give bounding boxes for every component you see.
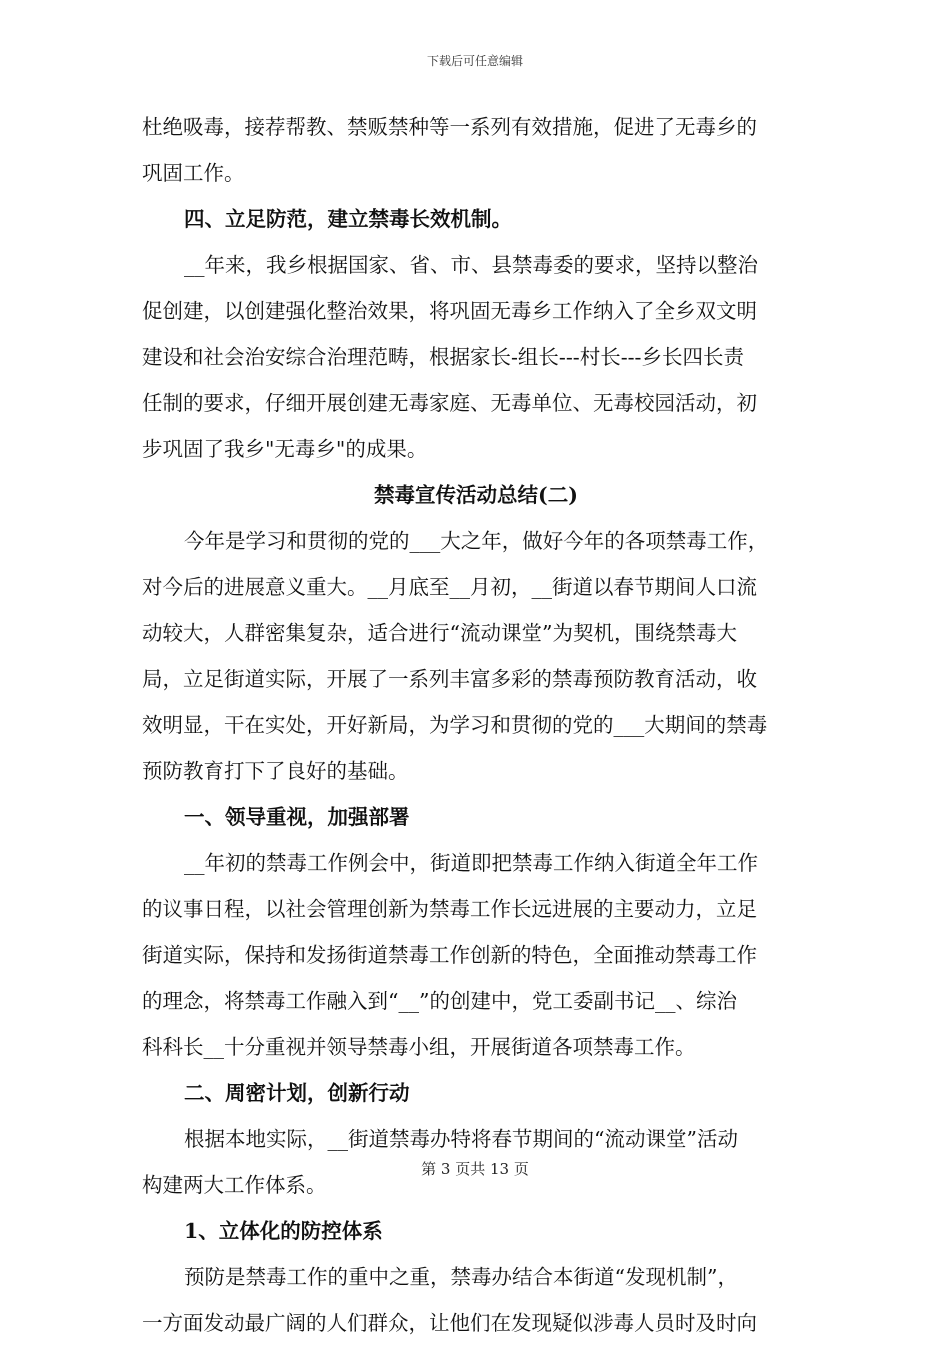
text-line: 步巩固了我乡"无毒乡"的成果。 [142, 437, 428, 461]
text-line: 今年是学习和贯彻的党的___大之年，做好今年的各项禁毒工作， [184, 529, 769, 553]
section-title: 禁毒宣传活动总结(二) [374, 483, 578, 507]
text-line: 预防教育打下了良好的基础。 [142, 759, 409, 783]
text-line: 对今后的进展意义重大。__月底至__月初，__街道以春节期间人口流 [142, 575, 757, 599]
text-line: __年初的禁毒工作例会中，街道即把禁毒工作纳入街道全年工作 [184, 851, 758, 875]
text-line: 巩固工作。 [142, 161, 245, 185]
text-line: 根据本地实际，__街道禁毒办特将春节期间的“流动课堂”活动 [184, 1127, 738, 1151]
text-line: 动较大，人群密集复杂，适合进行“流动课堂”为契机，围绕禁毒大 [142, 621, 737, 645]
text-line: 预防是禁毒工作的重中之重，禁毒办结合本街道“发现机制”， [184, 1265, 738, 1289]
text-line: 效明显，干在实处，开好新局，为学习和贯彻的党的___大期间的禁毒 [142, 713, 768, 737]
text-line: __年来，我乡根据国家、省、市、县禁毒委的要求，坚持以整治 [184, 253, 758, 277]
section-heading: 四、立足防范，建立禁毒长效机制。 [184, 207, 512, 231]
text-line: 局，立足街道实际，开展了一系列丰富多彩的禁毒预防教育活动，收 [142, 667, 757, 691]
section-heading: 1、立体化的防控体系 [184, 1219, 383, 1243]
section-heading: 二、周密计划，创新行动 [184, 1081, 410, 1105]
section-heading: 一、领导重视，加强部署 [184, 805, 410, 829]
text-line: 的理念，将禁毒工作融入到“__”的创建中，党工委副书记__、综治 [142, 989, 737, 1013]
text-line: 构建两大工作体系。 [142, 1173, 327, 1197]
page-header: 下载后可任意编辑 [426, 54, 523, 68]
text-line: 一方面发动最广阔的人们群众，让他们在发现疑似涉毒人员时及时向 [142, 1311, 757, 1335]
page-footer: 第 3 页共 13 页 [421, 1160, 529, 1178]
text-line: 任制的要求，仔细开展创建无毒家庭、无毒单位、无毒校园活动，初 [142, 391, 757, 415]
text-line: 杜绝吸毒，接荐帮教、禁贩禁种等一系列有效措施，促进了无毒乡的 [142, 115, 757, 139]
text-line: 建设和社会治安综合治理范畴，根据家长-组长---村长---乡长四长责 [142, 345, 744, 369]
text-line: 街道实际，保持和发扬街道禁毒工作创新的特色，全面推动禁毒工作 [142, 943, 757, 967]
text-line: 科科长__十分重视并领导禁毒小组，开展街道各项禁毒工作。 [142, 1035, 696, 1059]
text-line: 促创建，以创建强化整治效果，将巩固无毒乡工作纳入了全乡双文明 [142, 299, 757, 323]
text-line: 的议事日程，以社会管理创新为禁毒工作长远进展的主要动力，立足 [142, 897, 757, 921]
